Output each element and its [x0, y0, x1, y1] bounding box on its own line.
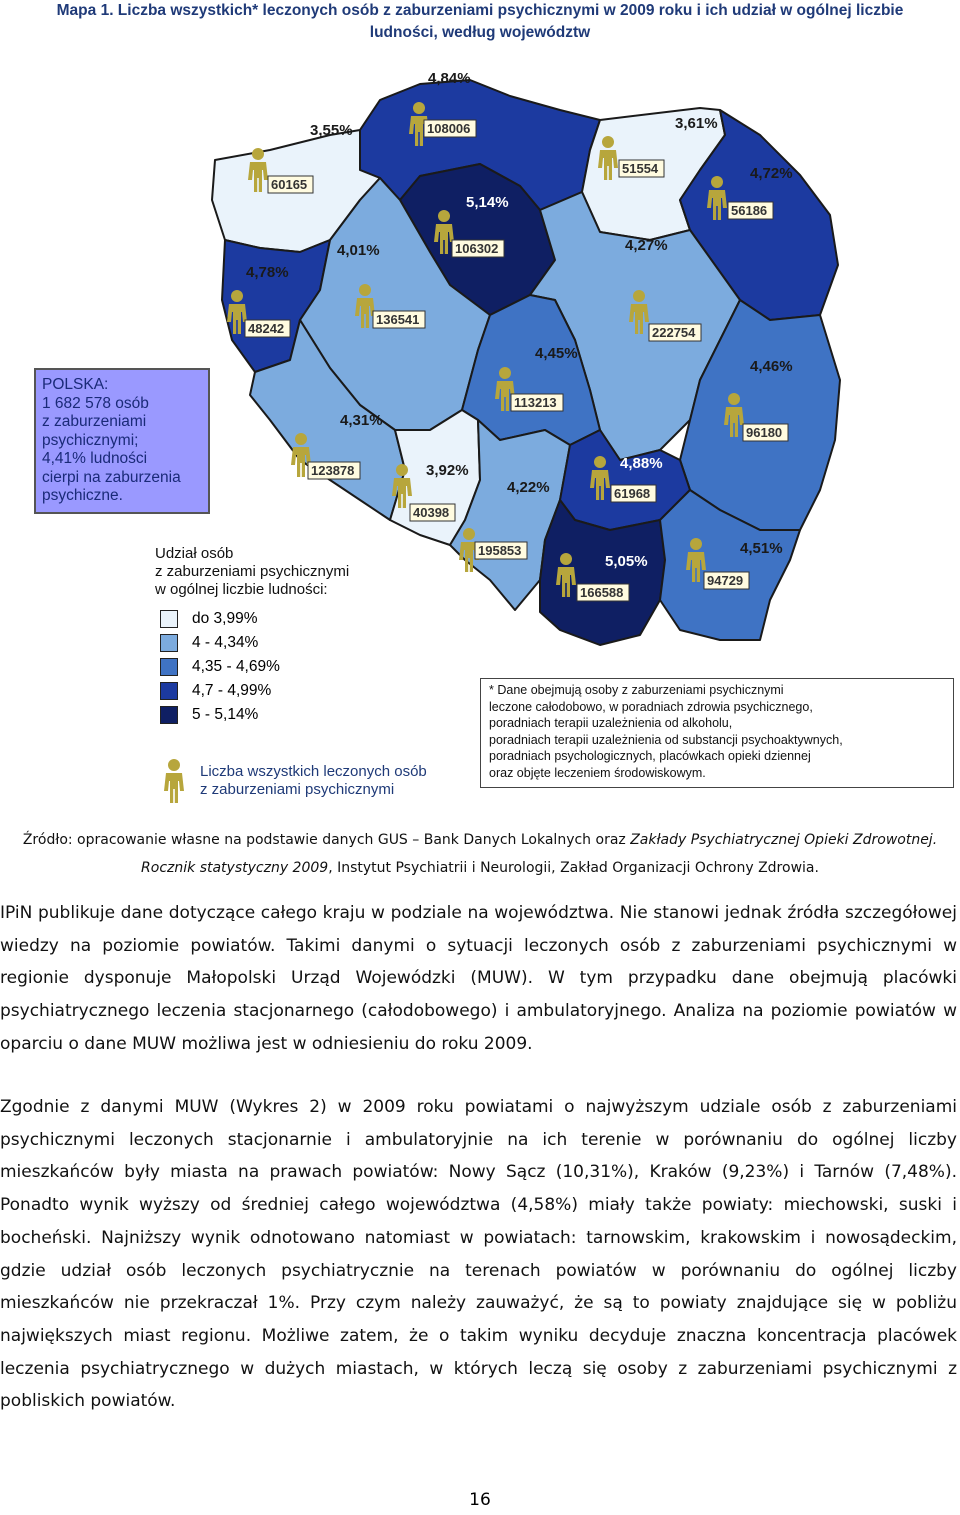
count-malopolskie: 166588: [580, 585, 624, 600]
summary-line: psychicznymi;: [42, 431, 139, 449]
poland-summary-box: [34, 368, 210, 514]
count-lubuskie: 48242: [248, 321, 285, 336]
legend-label: 5 - 5,14%: [192, 706, 259, 723]
source-text: Źródło: opracowanie własne na podstawie danych GUS – Bank Danych Lokalnych oraz: [22, 832, 631, 848]
map-title: [0, 0, 960, 44]
legend-title-line: z zaburzeniami psychicznymi: [155, 563, 350, 580]
legend-item: [160, 607, 280, 631]
count-opolskie: 40398: [413, 505, 450, 520]
source-caption: [0, 826, 960, 882]
count-pomorskie: 108006: [427, 121, 471, 136]
legend-label: 4 - 4,34%: [192, 634, 259, 651]
legend-title: [155, 545, 349, 599]
pct-podlaskie: 4,72%: [750, 165, 793, 182]
paragraph-1: IPiN publikuje dane dotyczące całego kraju w podziale na województwa. Nie stanowi jednak źródła szczegółowej wiedzy na poziomie powiatów. Takimi danymi o sytuacji leczonych osób z zaburzeniami psychicznymi w regionie dysponuje Małopolski Urząd Wojewódzki (MUW). W tym przypadku dane obejmują placówki psychiatrycznego leczenia stacjonarnego (całodobowego) i ambulatoryjnego. Analiza na poziomie powiatów w oparciu o dane MUW możliwa jest w odniesieniu do roku 2009.: [0, 903, 957, 1054]
legend-label: 4,35 - 4,69%: [192, 658, 280, 675]
pct-lubelskie: 4,46%: [750, 358, 793, 375]
summary-line: 4,41% ludności: [42, 450, 148, 467]
pct-lodzkie: 4,45%: [535, 345, 578, 362]
legend-swatch: [160, 634, 178, 652]
pct-swietokrzyskie: 4,88%: [620, 455, 663, 472]
legend-count: [160, 755, 427, 807]
legend-title-line: Udział osób: [155, 545, 234, 562]
legend-swatch: [160, 682, 178, 700]
legend-swatch: [160, 658, 178, 676]
pct-mazowieckie: 4,27%: [625, 237, 668, 254]
count-podkarpackie: 94729: [707, 573, 744, 588]
footnote-line: oraz objęte leczeniem środowiskowym.: [489, 765, 706, 780]
count-kujawsko-pomorskie: 106302: [455, 241, 499, 256]
page-number: 16: [469, 1490, 491, 1510]
legend-title-line: w ogólnej liczbie ludności:: [155, 581, 328, 598]
footnote-line: * Dane obejmują osoby z zaburzeniami psychicznymi: [489, 683, 784, 697]
count-mazowieckie: 222754: [652, 325, 696, 340]
footnote-line: leczone całodobowo, w poradniach zdrowia psychicznego,: [489, 699, 813, 714]
summary-line: cierpi na zaburzenia: [42, 468, 181, 486]
pct-opolskie: 3,92%: [426, 462, 469, 479]
legend-item: [160, 703, 280, 727]
count-lubelskie: 96180: [746, 425, 783, 440]
summary-line: psychiczne.: [42, 487, 123, 504]
source-text: , Instytut Psychiatrii i Neurologii, Zakład Organizacji Ochrony Zdrowia.: [328, 860, 819, 876]
legend-label: do 3,99%: [192, 610, 258, 627]
pct-kujawsko-pomorskie: 5,14%: [466, 194, 509, 211]
pct-dolnoslaskie: 4,31%: [340, 412, 383, 429]
count-lodzkie: 113213: [514, 395, 557, 410]
pct-pomorskie: 4,84%: [428, 70, 471, 87]
legend-item: [160, 631, 280, 655]
paragraph-2: Zgodnie z danymi MUW (Wykres 2) w 2009 roku powiatami o najwyższym udziale osób z zaburzeniami psychicznymi leczonych stacjonarnie i ambulatoryjnie na ich terenie w porównaniu do ogólnej liczby mieszkańców były miasta na prawach powiatów: Nowy Sącz (10,31%), Kraków (9,23%) i Tarnów (7,48%). Ponadto wynik wyższy od średniej całego województwa (4,58%) miały także powiaty: miechowski, suski i bocheński. Najniższy wynik odnotowano natomiast w powiatach: tarnowskim, krakowskim i nowosądeckim, gdzie udział osób leczonych psychiatrycznie na terenach powiatów w porównaniu do ogólnej liczby mieszkańców nie przekraczał 1%. Przy czym należy zauważyć, że są to powiaty znajdujące się w pobliżu największych miast regionu. Możliwe zatem, że o takim wyniku decyduje znaczna koncentracja placówek leczenia psychiatrycznego w dużych miastach, w których leczą się osoby z zaburzeniami psychicznymi z pobliskich powiatów.: [0, 1097, 957, 1412]
legend: [160, 607, 280, 727]
footnote-box: [480, 678, 954, 788]
map-title-line1: Mapa 1. Liczba wszystkich* leczonych osób z zaburzeniami psychicznymi w 2009 roku i ich udział w ogólnej liczbie: [56, 2, 904, 19]
legend-swatch: [160, 706, 178, 724]
pct-slaskie: 4,22%: [507, 479, 550, 496]
count-dolnoslaskie: 123878: [311, 463, 355, 478]
map-title-line2: ludności, według województw: [369, 24, 591, 41]
count-zachodniopomorskie: 60165: [271, 177, 308, 192]
footnote-line: poradniach psychologicznych, placówkach opieki dziennej: [489, 749, 811, 763]
source-title: Zakłady Psychiatrycznej Opieki Zdrowotnej. Rocznik statystyczny 2009: [141, 832, 938, 876]
summary-line: z zaburzeniami: [42, 413, 147, 430]
legend-item: [160, 655, 280, 679]
pct-zachodniopomorskie: 3,55%: [310, 122, 353, 139]
legend-item: [160, 679, 280, 703]
footnote-line: poradniach terapii uzależnienia od alkoholu,: [489, 716, 733, 730]
footnote-line: poradniach terapii uzależnienia od substancji psychoaktywnych,: [489, 732, 843, 747]
pct-podkarpackie: 4,51%: [740, 540, 783, 557]
pct-wielkopolskie: 4,01%: [337, 242, 380, 259]
pct-malopolskie: 5,05%: [605, 553, 648, 570]
person-icon: [160, 755, 188, 807]
legend-count-label: z zaburzeniami psychicznymi: [200, 781, 395, 798]
count-warminsko-mazurskie: 51554: [622, 161, 659, 176]
legend-label: 4,7 - 4,99%: [192, 682, 272, 699]
legend-count-label: Liczba wszystkich leczonych osób: [200, 763, 427, 780]
count-slaskie: 195853: [478, 543, 522, 558]
pct-lubuskie: 4,78%: [246, 264, 289, 281]
pct-warminsko-mazurskie: 3,61%: [675, 115, 718, 132]
summary-line: 1 682 578 osób: [42, 394, 149, 412]
count-swietokrzyskie: 61968: [614, 486, 651, 501]
count-wielkopolskie: 136541: [376, 312, 420, 327]
count-podlaskie: 56186: [731, 203, 768, 218]
legend-swatch: [160, 610, 178, 628]
summary-line: POLSKA:: [42, 376, 109, 393]
